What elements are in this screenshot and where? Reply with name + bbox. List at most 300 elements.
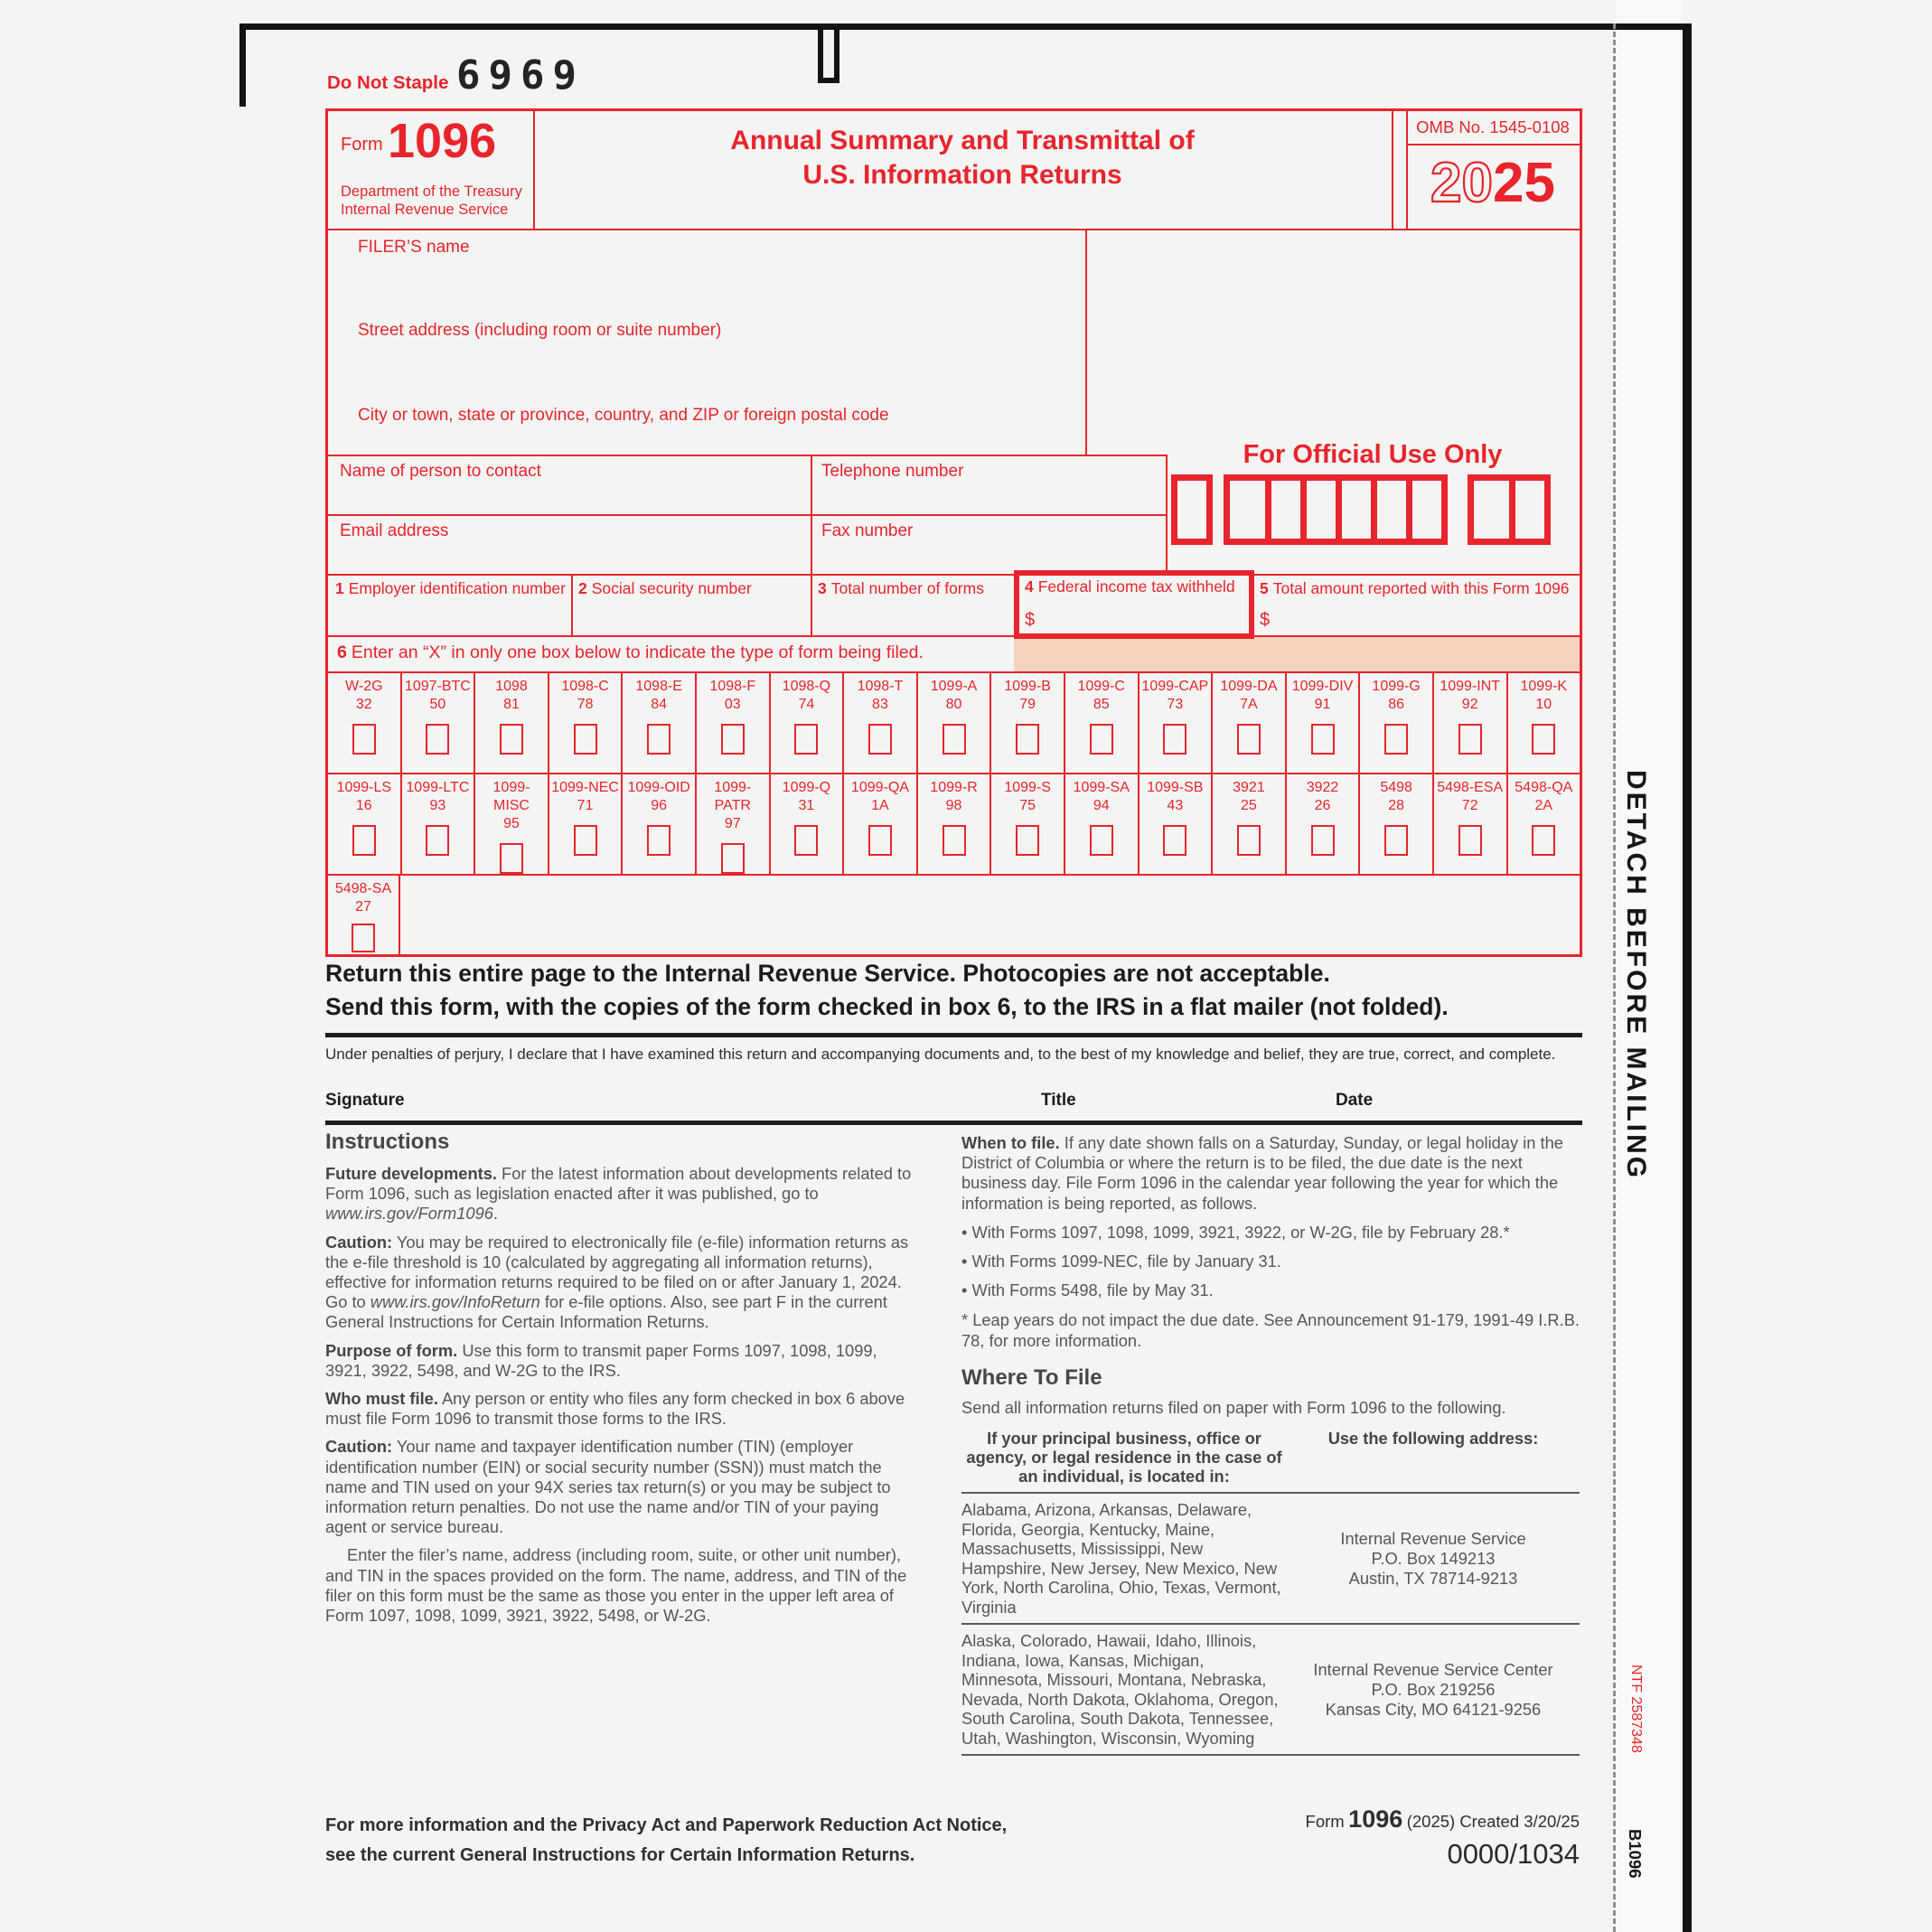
form-type-code: 74 [798,697,815,712]
official-use-box-group [1224,474,1448,545]
box2-label: Social security number [591,579,752,597]
form-type-cell [402,671,476,773]
instruction-paragraph [325,1437,920,1537]
form-type-code: 31 [798,798,815,813]
grid-row2-line [328,874,1580,876]
form-type-code: 86 [1388,697,1404,712]
where-table-col2-header: Use the following address: [1327,1429,1539,1449]
paragraph-link: www.irs.gov/InfoReturn [370,1292,540,1312]
form-type-cell [697,773,771,874]
table-rule [961,1754,1580,1756]
form-type-name: 1098-T [857,679,904,694]
boxes-bottom-line [328,635,1580,637]
form-type-code: 91 [1314,697,1331,712]
do-not-staple-label: Do Not Staple [327,72,449,93]
box5-total-amount-field[interactable] [1260,579,1578,633]
form-type-checkbox[interactable] [352,724,376,755]
paragraph-tail: . [492,1204,499,1224]
footer-print-code: 0000/1034 [1447,1838,1580,1870]
form-type-code: 96 [651,798,668,813]
form-type-checkbox[interactable] [1532,825,1555,856]
filer-street-field[interactable] [331,314,1083,399]
form-type-row1 [328,671,1580,773]
form-type-checkbox[interactable] [574,724,597,755]
official-use-cell [1474,481,1509,539]
official-use-box-group [1468,474,1551,545]
header-bottom-line [328,229,1580,230]
signature-rule [325,1121,1582,1125]
form-type-code: 27 [355,899,371,914]
official-use-title: For Official Use Only [1243,440,1503,469]
form-type-name: 5498-SA [334,881,392,896]
form-type-name: 1099-Q [782,780,831,795]
paragraph-text: If any date shown falls on a Saturday, Sunday, or legal holiday in the District of Columbia or where the return is to be filed, the due date is the next business day. File Form 1096 in the calendar year following the year for which the information is being reported, as follows. [961,1133,1563,1213]
form-type-code: 93 [429,798,446,813]
paragraph-text: For the latest information about developments related to Form 1096, such as legislation enacted after it was published, go to [325,1164,912,1204]
tax-year-outline: 20 [1430,152,1493,214]
form-type-checkbox[interactable] [1016,825,1039,856]
footer-form-word: Form [1305,1812,1345,1831]
official-use-box [1171,474,1213,545]
form-type-name: 1099-B [1004,679,1051,694]
return-notice-line2: Send this form, with the copies of the form checked in box 6, to the IRS in a flat mailer (not folded). [325,993,1449,1020]
form-type-name: 1099-CAP [1141,679,1209,694]
form-type-code: 85 [1093,697,1110,712]
detach-before-mailing-label: DETACH BEFORE MAILING [1621,770,1651,1181]
paragraph-lead: Caution: [325,1437,393,1457]
footer-notice-line1: For more information and the Privacy Act and Paperwork Reduction Act Notice, [325,1815,1008,1835]
filer-name-field[interactable] [331,230,1083,314]
boxes-top-line [328,574,1580,576]
official-use-cell [1371,481,1406,539]
form-main-box [325,108,1582,957]
box4-tax-withheld-field[interactable] [1025,577,1249,632]
form-type-name: 1099-R [930,780,978,795]
official-use-boxes [1171,474,1551,545]
form-type-checkbox[interactable] [868,724,892,755]
form-type-checkbox[interactable] [794,724,818,755]
form-type-checkbox[interactable] [500,843,523,874]
paragraph-text: You may be required to electronically file (e-file) information returns as the e-file threshold is 10 (calculated by aggregating all information returns), effective for information returns required to be filed on or after January 1, 2024. Go to [325,1232,909,1312]
official-use-cell [1509,481,1544,539]
form-type-checkbox[interactable] [574,825,597,856]
form-type-name: 1099-OID [627,780,690,795]
form-type-cell [1287,671,1361,773]
form-type-name: 1098-Q [782,679,831,694]
form-type-name: 1099-A [930,679,978,694]
form-type-cell [1508,671,1580,773]
form-type-code: 16 [355,798,372,813]
box2-ssn-field[interactable] [578,579,808,633]
filer-bottom-line [328,455,1166,456]
box6-bottom-line [328,671,1580,673]
form-type-checkbox[interactable] [500,724,523,755]
box1-label: Employer identification number [348,579,566,597]
form-title-line1: Annual Summary and Transmittal of [730,126,1195,155]
paragraph-text: Enter the filer’s name, address (including room, suite, or other unit number), and TIN in the spaces provided on the form. The name, address, and TIN of the filer on this form must be the same as those you enter in the upper left area of Form 1097, 1098, 1099, 3921, 3922, 5498, or W-2G. [325,1545,907,1626]
form-type-cell [844,773,918,874]
filer-city-field[interactable] [331,399,1083,453]
form-type-checkbox[interactable] [721,724,745,755]
perforation-line [1613,23,1616,1932]
form-type-cell [1434,671,1508,773]
form-type-code: 80 [945,697,962,712]
form-type-cell [623,773,697,874]
form-type-cell [1360,773,1434,874]
address-line: P.O. Box 149213 [1371,1548,1496,1568]
form-type-cell [1213,671,1287,773]
form-type-cell [623,671,697,773]
box5-label: Total amount reported with this Form 1096 [1272,579,1570,597]
form-type-name: 1099-C [1077,679,1125,694]
address-line: Kansas City, MO 64121-9256 [1325,1699,1542,1719]
form-type-name: 1099-LTC [406,780,470,795]
form-type-code: 94 [1093,798,1110,813]
ntf-number: NTF 2587348 [1628,1665,1644,1753]
form-type-code: 73 [1167,697,1184,712]
date-label: Date [1336,1091,1374,1110]
paragraph-lead: Who must file. [325,1389,438,1409]
paragraph-lead: Purpose of form. [325,1340,458,1360]
dollar-sign: $ [1025,610,1036,630]
form-type-name: 1099-G [1372,679,1421,694]
form-type-code: 50 [429,697,446,712]
form-type-name: 1099-K [1520,679,1568,694]
form-type-checkbox[interactable] [647,724,671,755]
official-use-cell [1265,481,1300,539]
filer-street-label: Street address (including room or suite number) [358,321,722,340]
form-type-cell [328,671,402,773]
box2-number: 2 [578,579,587,597]
paragraph-lead: Future developments. [325,1164,497,1183]
address-line: Internal Revenue Service Center [1313,1659,1553,1679]
form-type-checkbox[interactable] [868,825,892,856]
email-label: Email address [340,521,449,540]
form-type-cell [549,773,624,874]
form-type-name: 1099-SA [1073,780,1130,795]
form-type-code: 28 [1388,798,1404,813]
instructions-heading: Instructions [325,1130,450,1154]
table-rule [961,1492,1580,1494]
form-type-checkbox[interactable] [1090,825,1113,856]
form-type-name: 5498-QA [1515,780,1573,795]
box1-ein-field[interactable] [335,579,568,633]
address-line: Internal Revenue Service [1340,1528,1526,1548]
form-type-checkbox[interactable] [1163,724,1186,755]
department-line2: Internal Revenue Service [341,202,509,218]
box6-number: 6 [337,642,347,662]
form-type-checkbox[interactable] [721,843,745,874]
form-type-cell [549,671,624,773]
form-type-name: 1099-DA [1220,679,1278,694]
form-type-cell [991,773,1065,874]
paragraph-text: Any person or entity who files any form checked in box 6 above must file Form 1096 to transmit those forms to the IRS. [325,1389,905,1429]
grid-row1-line [328,773,1580,774]
address-line: P.O. Box 219256 [1371,1679,1496,1699]
form-type-code: 84 [651,697,668,712]
official-use-cell [1230,481,1265,539]
paragraph-lead: Caution: [325,1232,393,1252]
official-use-cell [1300,481,1336,539]
form-type-checkbox[interactable] [1384,724,1408,755]
box6-instruction [337,642,924,663]
where-table-col1-header: If your principal business, office or agency, or legal residence in the case of an individual, is located in: [966,1429,1282,1487]
instruction-paragraph [325,1341,920,1381]
form-type-code: 81 [503,697,520,712]
header-divider [1392,111,1393,229]
form-type-row2 [328,773,1580,874]
footer-notice-line2: see the current General Instructions for Certain Information Returns. [325,1845,915,1865]
form-type-code: 92 [1461,697,1478,712]
official-use-cell [1336,481,1371,539]
form-type-name: 1099-NEC [551,780,619,795]
form-type-code: 32 [355,697,372,712]
form-type-checkbox[interactable] [352,924,375,952]
form-type-cell [771,773,845,874]
form-type-name: 1099-SB [1147,780,1204,795]
form-type-checkbox[interactable] [352,825,376,856]
form-type-name: 3921 [1233,780,1265,795]
email-field[interactable] [331,516,809,572]
filer-city-label: City or town, state or province, country, and ZIP or foreign postal code [358,406,889,425]
contact-mid-line [328,514,1166,516]
signature-area[interactable] [325,1066,1582,1117]
form-type-name: 1099-LS [336,780,392,795]
form-type-code: 98 [945,798,962,813]
form-type-code: 10 [1535,697,1552,712]
form-type-code: 1A [871,798,889,813]
telephone-label: Telephone number [821,462,964,481]
form-type-code: 26 [1314,798,1331,813]
form-number: 1096 [388,114,497,168]
footer-form-suffix: (2025) Created 3/20/25 [1406,1812,1580,1831]
form-type-checkbox[interactable] [426,724,449,755]
form-type-code: 75 [1019,798,1036,813]
form-type-checkbox[interactable] [426,825,449,856]
filing-deadline-bullets [961,1223,1580,1301]
paragraph-lead: When to file. [961,1133,1060,1152]
box3-label: Total number of forms [830,579,984,597]
fax-label: Fax number [821,521,914,540]
form-type-code: 43 [1167,798,1184,813]
form-type-checkbox[interactable] [1237,724,1261,755]
bullet-item: • With Forms 1099-NEC, file by January 31. [961,1252,1281,1271]
form-type-cell [1140,671,1214,773]
footer-notice [325,1811,1048,1871]
form-type-checkbox[interactable] [943,825,966,856]
form-type-checkbox[interactable] [1532,724,1555,755]
corner-mark [239,23,246,107]
form-title-line2: U.S. Information Returns [802,160,1122,190]
form-type-cell [918,671,992,773]
instructions-left-column [325,1130,920,1634]
instruction-paragraph [325,1545,920,1626]
form-type-cell [1434,773,1508,874]
form-type-code: 97 [724,816,741,831]
contact-name-label: Name of person to contact [340,462,541,481]
form-type-name: 1099-DIV [1291,679,1354,694]
instruction-paragraph [325,1164,920,1224]
form-type-cell [475,671,549,773]
paragraph-text: Use this form to transmit paper Forms 1097, 1098, 1099, 3921, 3922, 5498, and W-2G to the IRS. [325,1340,877,1380]
right-edge-line [1683,23,1692,1932]
where-table-header [961,1429,1580,1486]
form-type-checkbox[interactable] [1311,825,1335,856]
form-type-checkbox[interactable] [1237,825,1261,856]
form-type-name: 3922 [1306,780,1339,795]
form-type-checkbox[interactable] [1016,724,1039,755]
form-type-code: 2A [1534,798,1553,813]
form-type-row3 [328,874,1580,954]
box4-number: 4 [1025,577,1034,596]
paragraph-tail: for e-file options. Also, see part F in the current General Instructions for Certain Information Returns. [325,1292,887,1332]
box4-label: Federal income tax withheld [1037,577,1235,596]
form-type-cell [918,773,992,874]
states-list: Alaska, Colorado, Hawaii, Idaho, Illinois, Indiana, Iowa, Kansas, Michigan, Minnesota, Missouri, Montana, Nebraska, Nevada, North Dakota, Oklahoma, Oregon, South Carolina, South Dakota, Tennessee, Utah, Washington, Wisconsin, Wyoming [961,1631,1279,1748]
top-edge-line [239,23,1692,30]
form-type-name: 1099-MISC [492,780,530,813]
form-type-cell [328,874,400,954]
form-type-cell [771,671,845,773]
form-type-cell [328,773,402,874]
where-to-file-intro: Send all information returns filed on paper with Form 1096 to the following. [961,1397,1506,1417]
footer-form-line [994,1805,1580,1834]
box6-label: Enter an “X” in only one box below to indicate the type of form being filed. [351,642,924,662]
form-type-code: 79 [1019,697,1036,712]
dollar-sign: $ [1260,610,1271,630]
where-table-row [961,1631,1580,1748]
form-type-name: 1098-E [635,679,682,694]
return-notice-line1: Return this entire page to the Internal Revenue Service. Photocopies are not acceptable. [325,960,1330,987]
form-type-code: 95 [503,816,520,831]
filer-divider [1085,229,1087,455]
fax-field[interactable] [812,516,1164,572]
form-type-name: 1098-C [561,679,609,694]
title-label: Title [1041,1091,1076,1110]
form-type-name: 1099-S [1004,780,1051,795]
form-type-checkbox[interactable] [1311,724,1335,755]
form-type-checkbox[interactable] [1163,825,1186,856]
tax-year-bold: 25 [1493,152,1555,214]
form-type-name: 5498 [1380,780,1412,795]
box-divider [571,574,573,635]
form-type-code: 7A [1240,697,1258,712]
form-type-cell [1287,773,1361,874]
bullet-item: • With Forms 1097, 1098, 1099, 3921, 3922, or W-2G, file by February 28.* [961,1222,1510,1242]
states-list: Alabama, Arizona, Arkansas, Delaware, Florida, Georgia, Kentucky, Maine, Massachusetts, Mississippi, New Hampshire, New Jersey, New Mexico, New York, North Carolina, Ohio, Texas, Vermont, Virginia [961,1500,1281,1617]
form-type-checkbox[interactable] [1090,724,1113,755]
form-type-cell [844,671,918,773]
instructions-right-column [961,1133,1580,1762]
form-type-name: 1099-QA [850,780,909,795]
leap-year-footnote: * Leap years do not impact the due date. See Announcement 91-179, 1991-49 I.R.B. 78, for more information. [961,1310,1580,1350]
form-type-checkbox[interactable] [1384,825,1408,856]
form-type-name: W-2G [345,679,383,694]
form-word: Form [341,135,383,155]
instruction-paragraph [325,1389,920,1429]
omb-divider [1406,144,1580,145]
where-table-row [961,1500,1580,1617]
address-line: Austin, TX 78714-9213 [1348,1568,1518,1588]
form-type-code: 72 [1461,798,1478,813]
form-type-cell [1213,773,1287,874]
stock-number: B1096 [1626,1829,1645,1879]
paragraph-text: Your name and taxpayer identification number (TIN) (employer identification number (EIN) or social security number (SSN)) must match the name and TIN used on your 94X series tax return(s) or you may be subject to information return penalties. Do not use the name and/or TIN of your paying agent or service bureau. [325,1437,891,1537]
form-title [533,124,1392,192]
box3-number: 3 [818,579,827,597]
table-rule [961,1623,1580,1625]
form-type-cell [697,671,771,773]
box5-number: 5 [1260,579,1269,597]
header-divider [533,111,535,229]
form-type-checkbox[interactable] [1458,724,1482,755]
official-use-cell [1406,481,1441,539]
form-code-6969: 6969 [456,52,585,98]
box1-number: 1 [335,579,344,597]
form-type-cell [1065,773,1140,874]
omb-number: OMB No. 1545-0108 [1416,117,1570,136]
irs-address [1287,1500,1580,1617]
where-to-file-heading: Where To File [961,1365,1102,1390]
box3-total-forms-field[interactable] [818,579,1015,633]
department-line1: Department of the Treasury [341,183,522,200]
box-divider [811,574,812,635]
registration-mark [818,23,839,83]
form-type-code: 03 [724,697,741,712]
contact-name-field[interactable] [331,456,809,512]
form-type-cell [1065,671,1140,773]
footer-form-id [994,1805,1580,1871]
form-type-cell [991,671,1065,773]
paragraph-link: www.irs.gov/Form1096 [325,1204,493,1224]
form-type-code: 25 [1241,798,1257,813]
filer-name-label: FILER’S name [358,238,470,257]
form-type-checkbox[interactable] [794,825,818,856]
form-type-checkbox[interactable] [647,825,671,856]
instruction-paragraph [325,1233,920,1333]
form-type-cell [475,773,549,874]
irs-address [1287,1631,1580,1748]
divider-rule [325,1033,1582,1037]
form-type-code: 83 [872,697,888,712]
form-type-name: 1099-INT [1440,679,1501,694]
form-type-name: 1097-BTC [404,679,471,694]
bullet-item: • With Forms 5498, file by May 31. [961,1280,1214,1300]
form-type-name: 1098 [495,679,528,694]
form-type-checkbox[interactable] [1458,825,1482,856]
form-type-code: 78 [577,697,594,712]
tax-year [1406,151,1580,215]
form-type-code: 71 [577,798,594,813]
form-type-name: 1099-PATR [714,780,752,813]
instructions-paragraphs [325,1164,920,1626]
box6-shaded-area [1014,637,1580,671]
form-type-name: 1098-F [709,679,756,694]
perjury-statement: Under penalties of perjury, I declare that I have examined this return and accompanying documents and, to the best of my knowledge and belief, they are true, correct, and complete. [325,1046,1556,1063]
form-type-name: 5498-ESA [1437,780,1504,795]
when-to-file-paragraph [961,1133,1580,1214]
footer-form-number: 1096 [1348,1805,1403,1833]
signature-label: Signature [325,1091,405,1110]
form-type-cell [1360,671,1434,773]
form-type-checkbox[interactable] [943,724,966,755]
contact-right-border [1166,455,1168,574]
form-type-cell [1140,773,1214,874]
form-type-cell [402,773,476,874]
omb-box-left [1406,111,1408,229]
telephone-field[interactable] [812,456,1164,512]
form-type-cell [1508,773,1580,874]
